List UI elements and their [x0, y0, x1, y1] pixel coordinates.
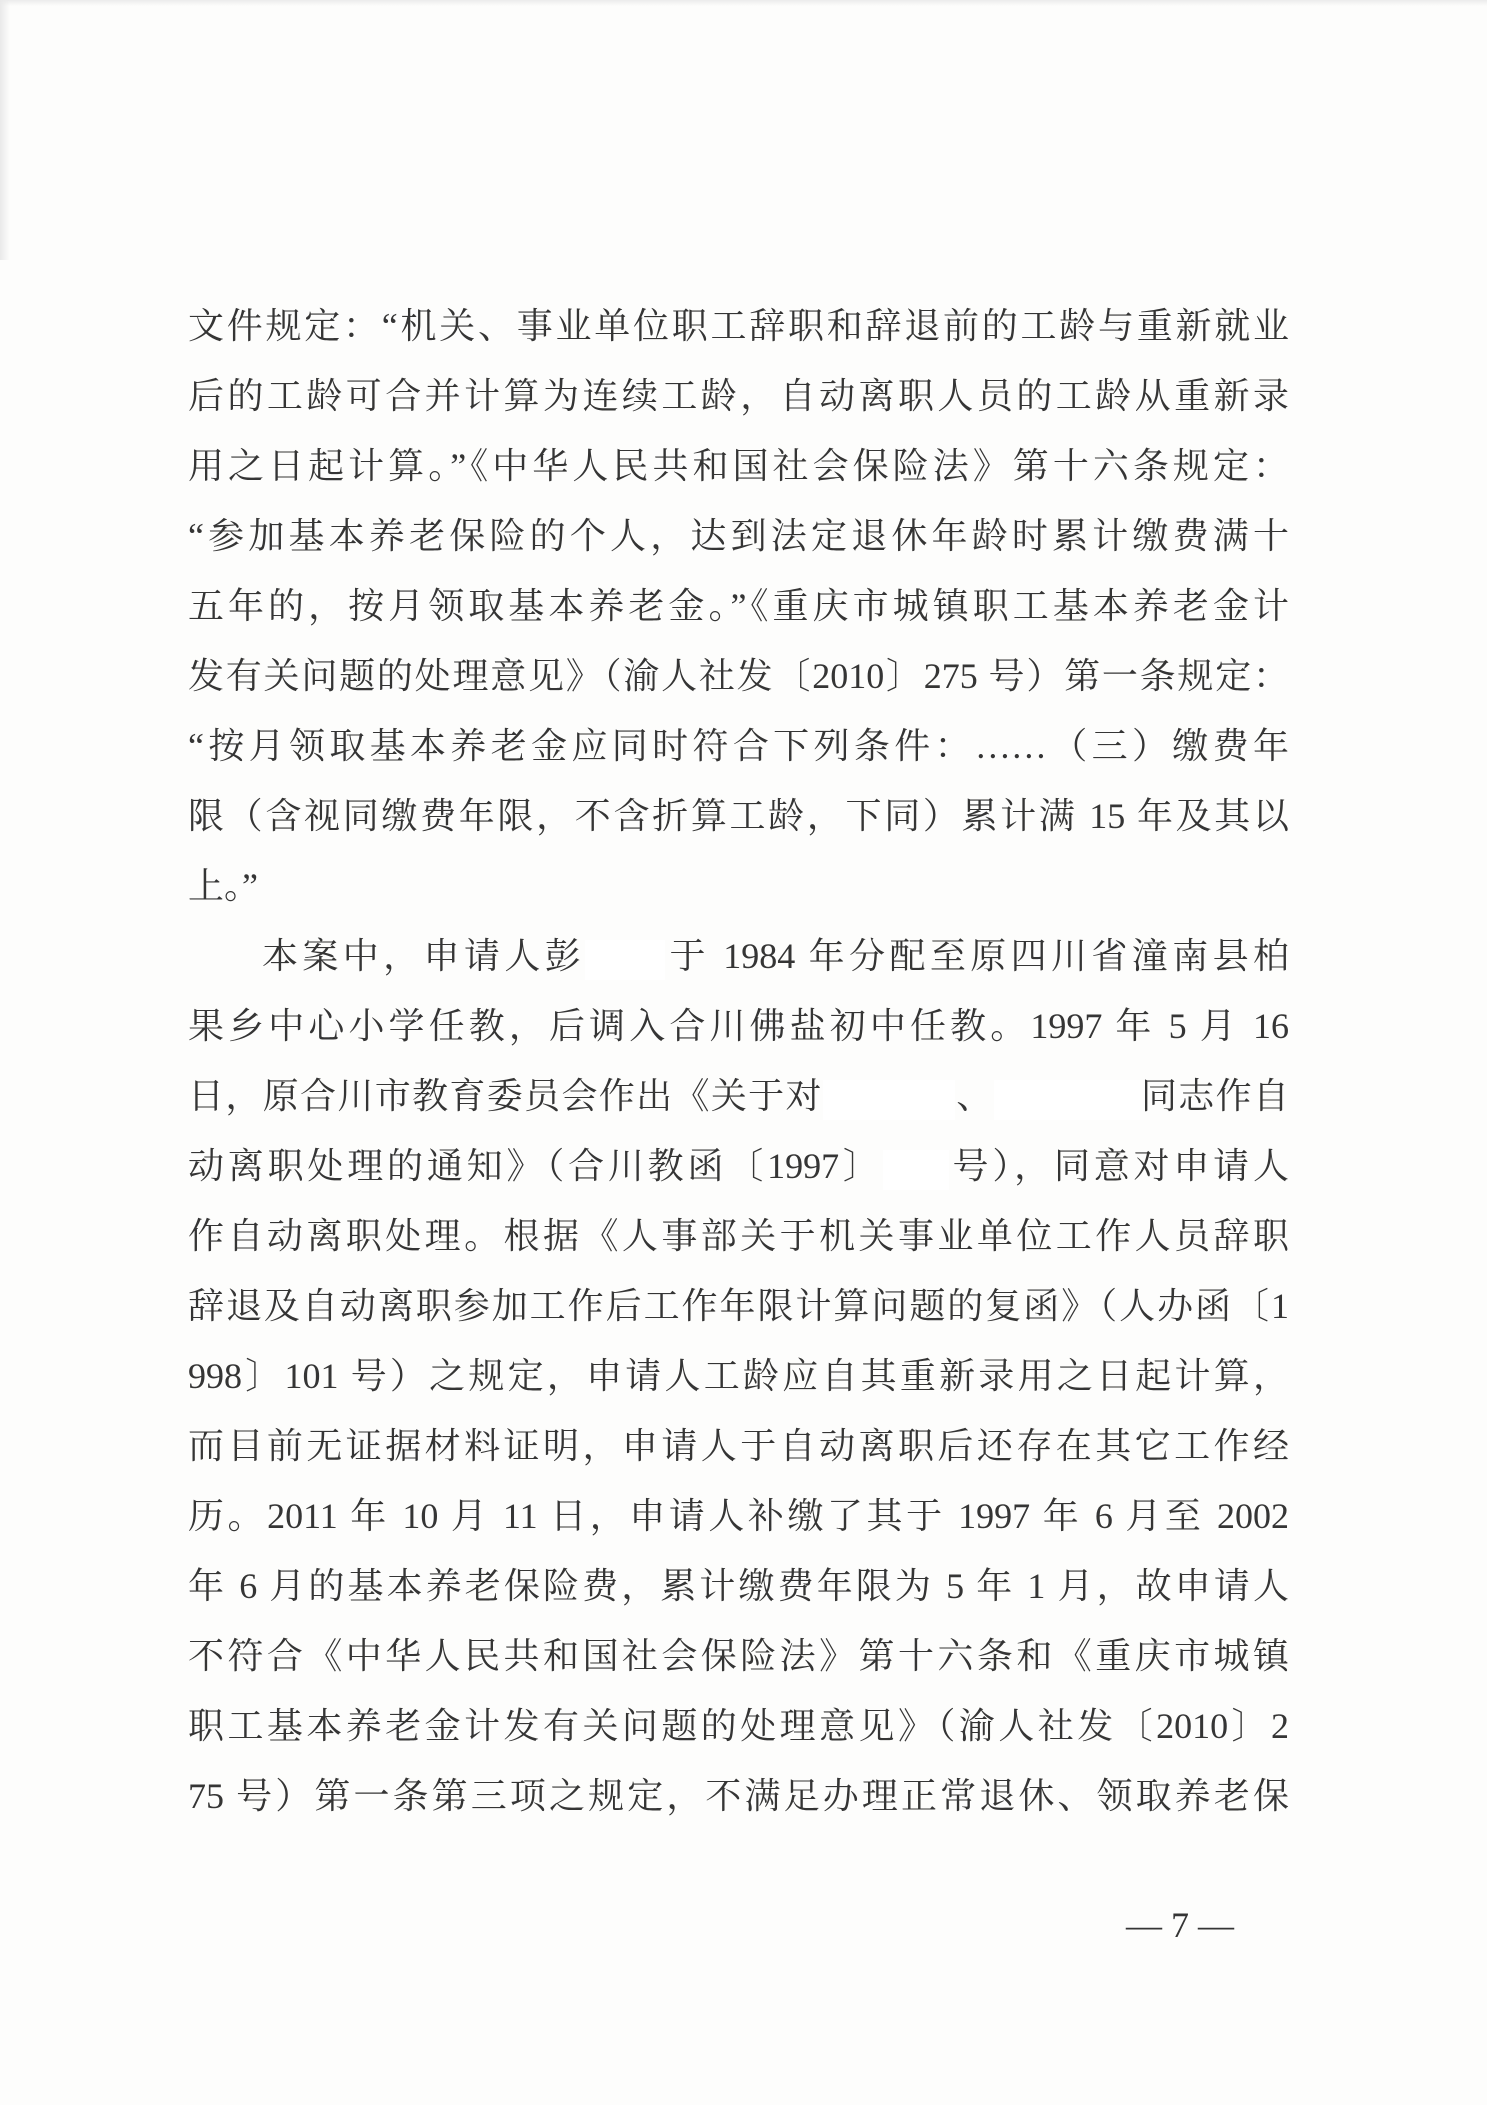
text-line-20: 不符合《中华人民共和国社会保险法》第十六条和《重庆市城镇 [188, 1636, 1289, 1676]
text-segment: 于 1984 年分配至原四川省潼南县柏 [665, 936, 1289, 976]
text-line-5: 五年的，按月领取基本养老金。”《重庆市城镇职工基本养老金计 [188, 586, 1289, 626]
text-line-18: 历。2011 年 10 月 11 日，申请人补缴了其于 1997 年 6 月至 2002 [188, 1496, 1289, 1536]
text-line-14: 作自动离职处理。根据《人事部关于机关事业单位工作人员辞职 [188, 1216, 1289, 1256]
text-line-8: 限（含视同缴费年限，不含折算工龄，下同）累计满 15 年及其以 [188, 796, 1289, 836]
text-segment: 日，原合川市教育委员会作出《关于对 [188, 1076, 823, 1116]
text-segment: 同志作自 [1139, 1076, 1289, 1116]
text-line-15: 辞退及自动离职参加工作后工作年限计算问题的复函》（人办函〔1 [188, 1286, 1289, 1326]
text-line-13 [188, 1131, 1289, 1201]
text-line-16: 998〕101 号）之规定，申请人工龄应自其重新录用之日起计算， [188, 1356, 1289, 1396]
text-line-7: “按月领取基本养老金应同时符合下列条件：……（三）缴费年 [188, 726, 1289, 766]
text-line-9: 上。” [188, 866, 258, 906]
text-line-11: 果乡中心小学任教，后调入合川佛盐初中任教。1997 年 5 月 16 [188, 1006, 1289, 1046]
text-line-12 [188, 1061, 1289, 1131]
text-line-6: 发有关问题的处理意见》（渝人社发〔2010〕275 号）第一条规定： [188, 656, 1289, 696]
text-line-1: 文件规定：“机关、事业单位职工辞职和辞退前的工龄与重新就业 [188, 306, 1289, 346]
text-line-17: 而目前无证据材料证明，申请人于自动离职后还存在其它工作经 [188, 1426, 1289, 1466]
scan-edge-left [0, 0, 10, 260]
redaction-box [585, 940, 665, 980]
redaction-box [994, 1080, 1140, 1120]
scan-edge-top [0, 0, 1487, 6]
text-segment: 本案中，申请人彭 [262, 936, 586, 976]
text-line-10 [188, 921, 1289, 991]
text-line-19: 年 6 月的基本养老保险费，累计缴费年限为 5 年 1 月，故申请人 [188, 1566, 1289, 1606]
text-line-2: 后的工龄可合并计算为连续工龄，自动离职人员的工龄从重新录 [188, 376, 1289, 416]
body-text [188, 291, 1289, 1831]
text-line-4: “参加基本养老保险的个人，达到法定退休年龄时累计缴费满十 [188, 516, 1289, 556]
text-line-3: 用之日起计算。”《中华人民共和国社会保险法》第十六条规定： [188, 446, 1289, 486]
text-segment: 动离职处理的通知》（合川教函〔1997〕 [188, 1146, 883, 1186]
text-segment: 、 [954, 1076, 994, 1116]
text-line-22: 75 号）第一条第三项之规定，不满足办理正常退休、领取养老保 [188, 1776, 1289, 1816]
redaction-box [883, 1150, 949, 1190]
redaction-box [823, 1080, 955, 1120]
text-line-21: 职工基本养老金计发有关问题的处理意见》（渝人社发〔2010〕2 [188, 1706, 1289, 1746]
page-number: — 7 — [1126, 1905, 1234, 1945]
text-segment: 号），同意对申请人 [948, 1146, 1289, 1186]
